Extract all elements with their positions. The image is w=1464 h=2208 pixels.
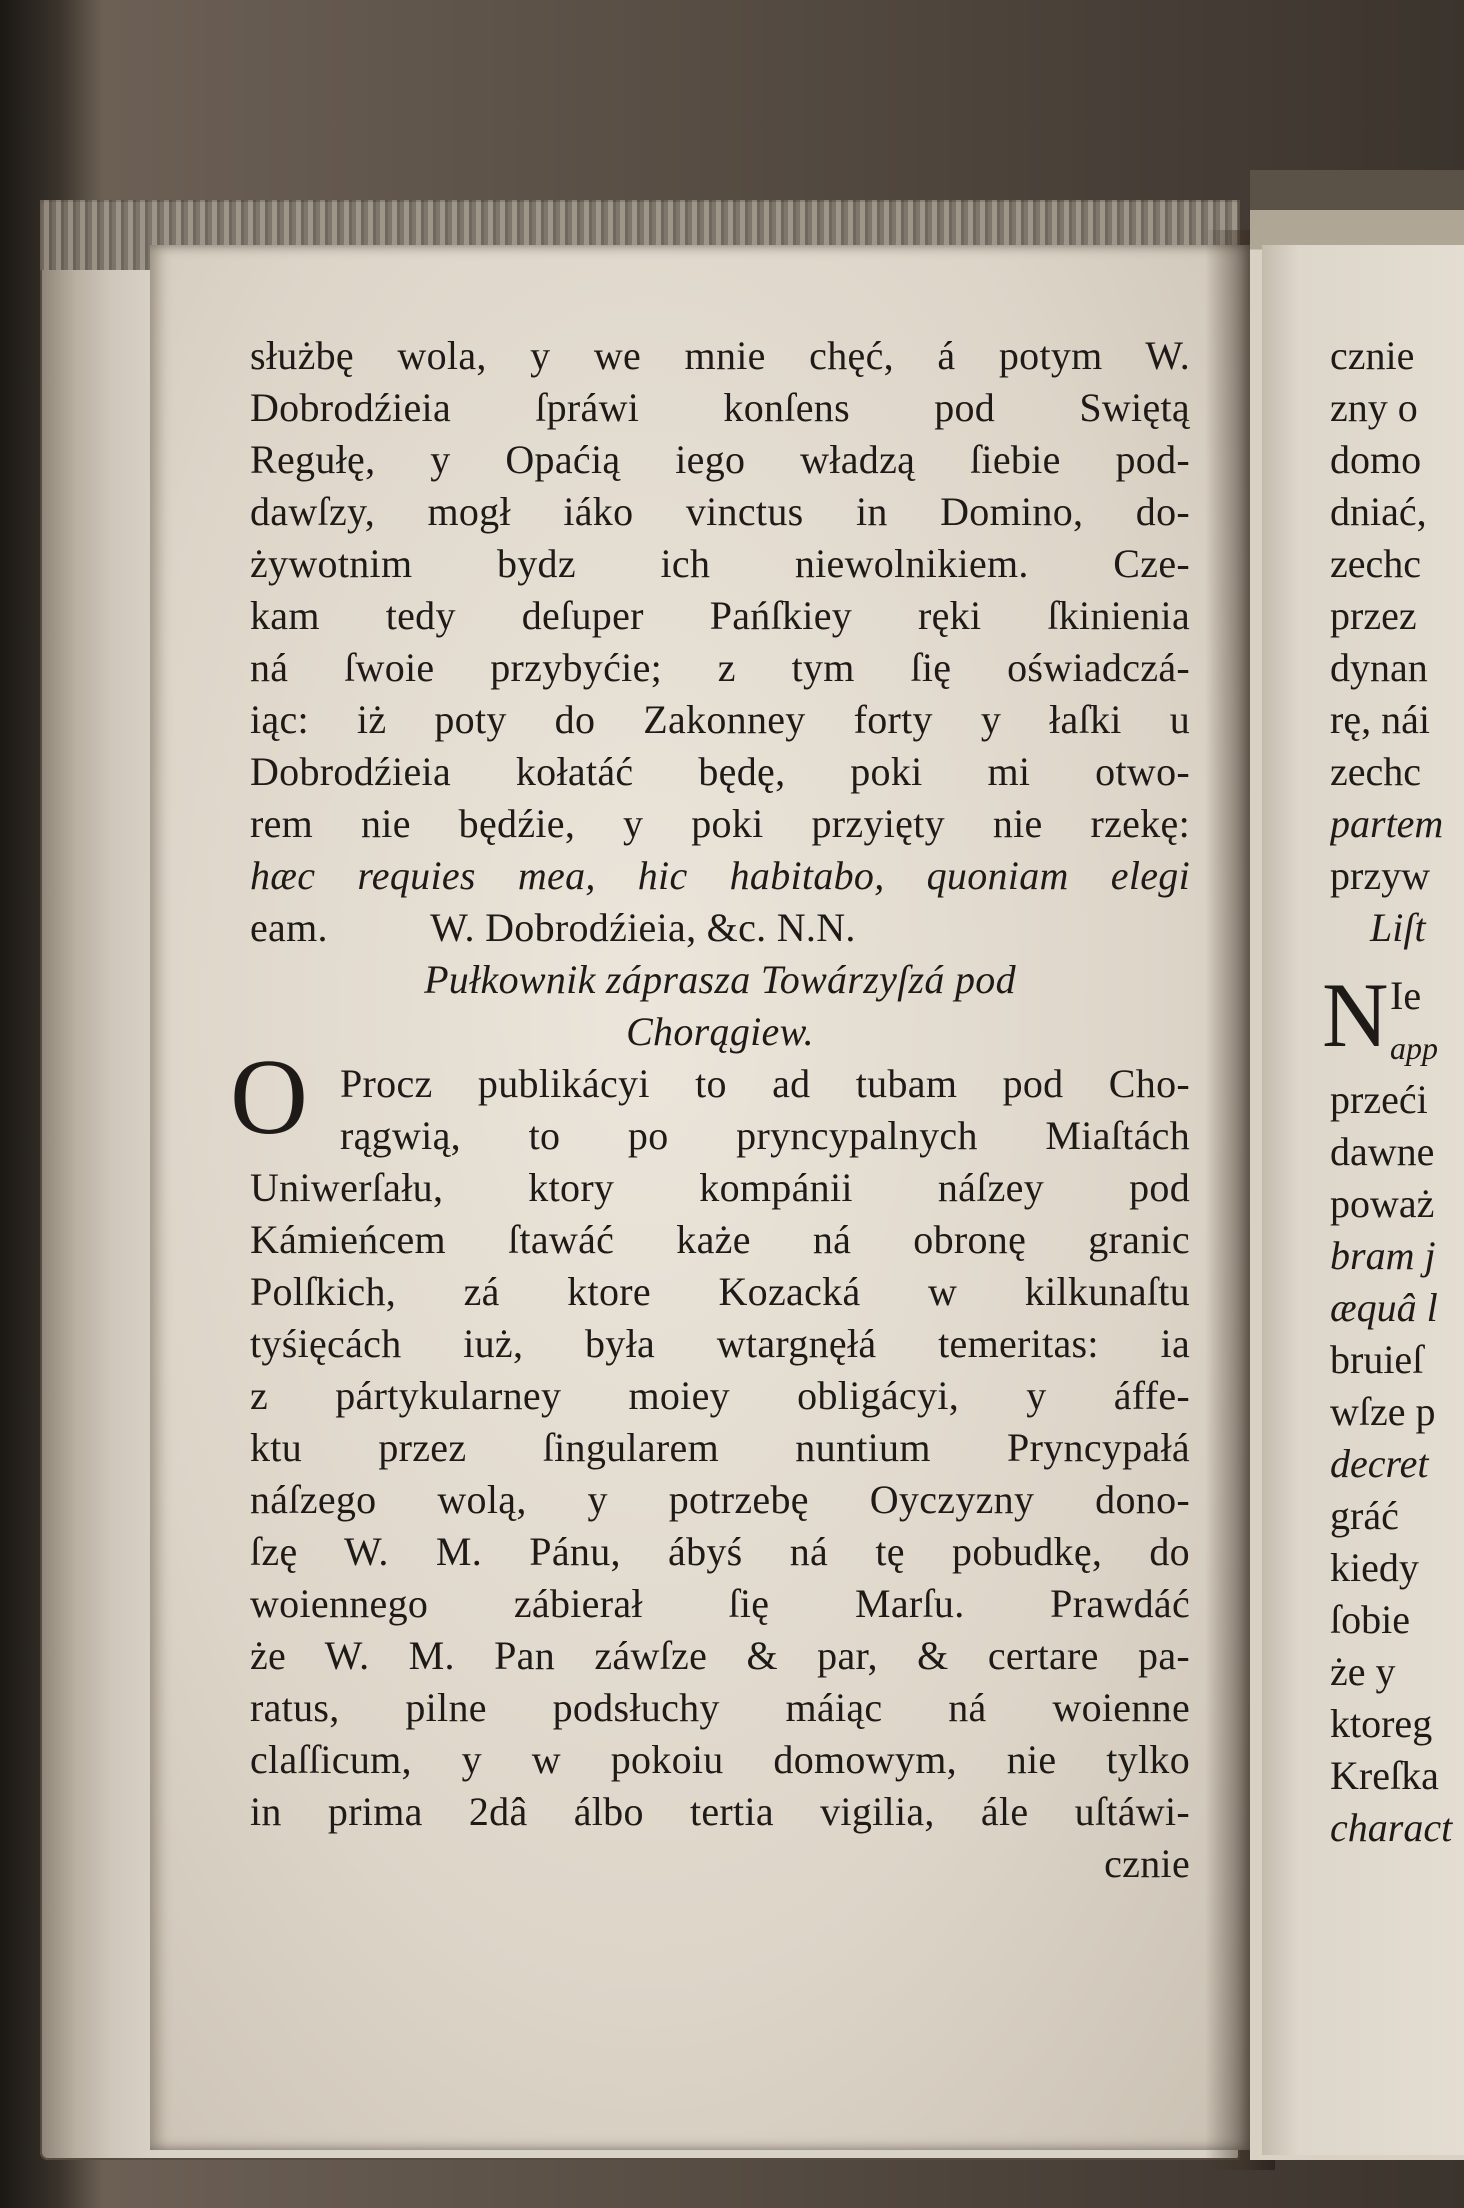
text-line: wſze p bbox=[1330, 1389, 1436, 1434]
section-heading-continued: Chorągiew. bbox=[626, 1009, 814, 1054]
section-heading: Pułkownik záprasza Towárzyſzá pod bbox=[424, 957, 1016, 1002]
text-line: poważ bbox=[1330, 1181, 1435, 1226]
text-line: kiedy bbox=[1330, 1545, 1419, 1590]
text-line: przez bbox=[1330, 593, 1417, 638]
text-line: woiennego zábierał ſię Marſu. Prawdáć bbox=[250, 1581, 1190, 1626]
text-line: partem bbox=[1330, 801, 1444, 846]
text-line: służbę wola, y we mnie chęć, á potym W. bbox=[250, 333, 1190, 378]
text-line: żywotnim bydz ich niewolnikiem. Cze- bbox=[250, 541, 1190, 586]
signature-line: eam. W. Dobrodźieia, &c. N.N. bbox=[250, 905, 856, 950]
text-line: zny o bbox=[1330, 385, 1418, 430]
text-line: rę, nái bbox=[1330, 697, 1430, 742]
text-line: domo bbox=[1330, 437, 1422, 482]
text-line: iąc: iż poty do Zakonney forty y łaſki u bbox=[250, 697, 1190, 742]
text-line: Kámieńcem ſtawáć każe ná obronę granic bbox=[250, 1217, 1190, 1262]
text-line: że y bbox=[1330, 1649, 1396, 1694]
text-line: gráć bbox=[1330, 1493, 1399, 1538]
text-line: zechc bbox=[1330, 541, 1422, 586]
right-drop-cap: N bbox=[1322, 964, 1389, 1066]
text-line: ſobie bbox=[1330, 1597, 1410, 1642]
text-line: Ie bbox=[1390, 973, 1422, 1018]
text-line: náſzego wolą, y potrzebę Oyczyzny dono- bbox=[250, 1477, 1190, 1522]
text-line: rągwią, to po pryncypalnych Miaſtách bbox=[340, 1113, 1190, 1158]
text-line: dynan bbox=[1330, 645, 1428, 690]
text-line: z pártykularney moiey obligácyi, y áffe- bbox=[250, 1373, 1190, 1418]
text-line: ktoreg bbox=[1330, 1701, 1433, 1746]
text-line: Uniwerſału, ktory kompánii náſzey pod bbox=[250, 1165, 1190, 1210]
text-line: decret bbox=[1330, 1441, 1429, 1486]
text-line: Polſkich, zá ktore Kozacká w kilkunaſtu bbox=[250, 1269, 1190, 1314]
text-line: kam tedy deſuper Pańſkiey ręki ſkinienia bbox=[250, 593, 1190, 638]
text-line: in prima 2dâ álbo tertia vigilia, ále uſtáwi- bbox=[250, 1789, 1190, 1834]
text-line: app bbox=[1390, 1030, 1438, 1066]
text-line: Kreſka bbox=[1330, 1753, 1439, 1798]
text-line: Dobrodźieia ſpráwi konſens pod Swiętą bbox=[250, 385, 1190, 430]
right-page-text bbox=[1330, 330, 1464, 1890]
drop-cap: O bbox=[230, 1038, 308, 1157]
section-heading: Liſt bbox=[1370, 905, 1426, 950]
text-line: rem nie będźie, y poki przyięty nie rzekę: bbox=[250, 801, 1190, 846]
text-line: ſzę W. M. Pánu, ábyś ná tę pobudkę, do bbox=[250, 1529, 1190, 1574]
text-line: dawne bbox=[1330, 1129, 1435, 1174]
text-line: zechc bbox=[1330, 749, 1422, 794]
text-line: przeći bbox=[1330, 1077, 1428, 1122]
latin-quote-line: hæc requies mea, hic habitabo, quoniam elegi bbox=[250, 853, 1190, 898]
text-line: tyśięcách iuż, była wtargnęłá temeritas: ia bbox=[250, 1321, 1190, 1366]
text-line: claſſicum, y w pokoiu domowym, nie tylko bbox=[250, 1737, 1190, 1782]
text-line: charact bbox=[1330, 1805, 1453, 1850]
text-line: bram j bbox=[1330, 1233, 1436, 1278]
text-line: Dobrodźieia kołatáć będę, poki mi otwo- bbox=[250, 749, 1190, 794]
text-line: Regułę, y Opaćią iego władzą ſiebie pod- bbox=[250, 437, 1190, 482]
text-line: ktu przez ſingularem nuntium Pryncypałá bbox=[250, 1425, 1190, 1470]
text-line: dawſzy, mogł iáko vinctus in Domino, do- bbox=[250, 489, 1190, 534]
text-line: bruieſ bbox=[1330, 1337, 1424, 1382]
text-line: dniać, bbox=[1330, 489, 1427, 534]
text-line: ratus, pilne podsłuchy máiąc ná woienne bbox=[250, 1685, 1190, 1730]
text-line: Procz publikácyi to ad tubam pod Cho- bbox=[340, 1061, 1190, 1106]
text-line: æquâ l bbox=[1330, 1285, 1438, 1330]
catchword: cznie bbox=[1104, 1841, 1190, 1886]
text-line: że W. M. Pan záwſze & par, & certare pa- bbox=[250, 1633, 1190, 1678]
text-line: cznie bbox=[1330, 333, 1415, 378]
text-line: przyw bbox=[1330, 853, 1430, 898]
text-line: ná ſwoie przybyćie; z tym ſię oświadczá- bbox=[250, 645, 1190, 690]
